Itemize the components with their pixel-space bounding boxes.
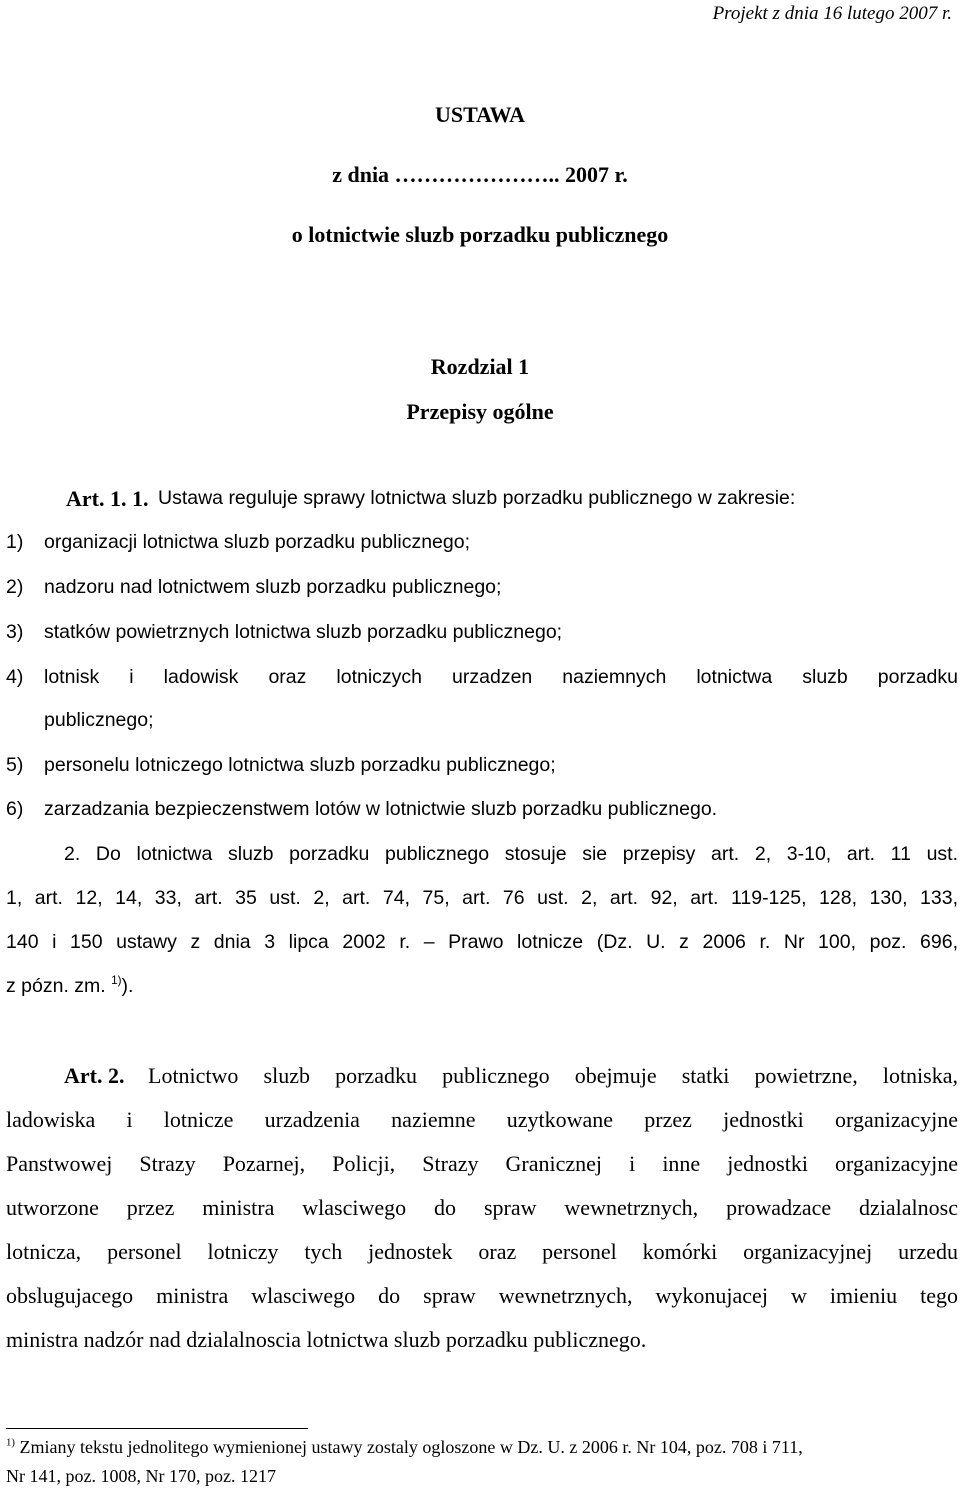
list-item-text: personelu lotniczego lotnictwa sluzb porzadku publicznego; xyxy=(44,754,556,776)
art2-last-line: ministra nadzór nad dzialalnoscia lotnictwa sluzb porzadku publicznego. xyxy=(6,1327,647,1352)
art1-intro: Ustawa reguluje sprawy lotnictwa sluzb porzadku publicznego w zakresie: xyxy=(158,487,796,509)
list-item-text: lotnisk i ladowisk oraz lotniczych urzadzen naziemnych lotnictwa sluzb porzadku xyxy=(44,666,958,688)
list-item-number: 6) xyxy=(6,798,24,820)
chapter-name: Przepisy ogólne xyxy=(406,399,554,424)
list-item-text: organizacji lotnictwa sluzb porzadku publicznego; xyxy=(44,531,470,553)
art1-para2-line: 140 i 150 ustawy z dnia 3 lipca 2002 r. – Prawo lotnicze (Dz. U. z 2006 r. Nr 100, poz. 696, xyxy=(6,931,958,953)
footnote-line-1 xyxy=(6,1437,803,1458)
footnote-text: Zmiany tekstu jednolitego wymienionej ustawy zostaly ogloszone w Dz. U. z 2006 r. Nr 104, poz. 708 i 711, xyxy=(19,1437,803,1457)
list-item-number: 2) xyxy=(6,576,24,598)
list-item-continuation: publicznego; xyxy=(44,709,154,731)
list-item-number: 5) xyxy=(6,754,24,776)
art1-heading: Art. 1. 1. xyxy=(66,486,149,511)
art2-line: lotnicza, personel lotniczy tych jednostek oraz personel komórki organizacyjnej urzedu xyxy=(6,1239,958,1264)
list-item-number: 1) xyxy=(6,531,24,553)
art2-line: utworzone przez ministra wlasciwego do spraw wewnetrznych, prowadzace dzialalnosc xyxy=(6,1195,958,1220)
footnote-separator xyxy=(6,1428,308,1429)
art2-line: Panstwowej Strazy Pozarnej, Policji, Strazy Granicznej i inne jednostki organizacyjne xyxy=(6,1151,958,1176)
list-item-number: 4) xyxy=(6,666,24,688)
art1-para2-line: 2. Do lotnictwa sluzb porzadku publicznego stosuje sie przepisy art. 2, 3-10, art. 11 ust. xyxy=(64,843,958,865)
act-title: USTAWA xyxy=(434,102,526,127)
chapter-number: Rozdzial 1 xyxy=(430,354,530,379)
list-item-text: statków powietrznych lotnictwa sluzb porzadku publicznego; xyxy=(44,621,563,643)
list-item-number: 3) xyxy=(6,621,24,643)
act-date: z dnia ………………….. 2007 r. xyxy=(332,162,628,187)
art2-heading: Art. 2. xyxy=(64,1063,125,1088)
project-note: Projekt z dnia 16 lutego 2007 r. xyxy=(712,3,952,24)
art1-para2-line: 1, art. 12, 14, 33, art. 35 ust. 2, art. 74, 75, art. 76 ust. 2, art. 92, art. 119-125, 128, 130, 133, xyxy=(6,887,958,909)
art1-para2-end: ). xyxy=(121,975,134,997)
art2-line: obslugujacego ministra wlasciwego do spraw wewnetrznych, wykonujacej w imieniu tego xyxy=(6,1283,958,1308)
list-item-text: zarzadzania bezpieczenstwem lotów w lotnictwie sluzb porzadku publicznego. xyxy=(44,798,718,820)
list-item-text: nadzoru nad lotnictwem sluzb porzadku publicznego; xyxy=(44,576,502,598)
art1-para2-last-line xyxy=(6,975,133,998)
act-subject: o lotnictwie sluzb porzadku publicznego xyxy=(291,222,669,247)
footnote-line-2: Nr 141, poz. 1008, Nr 170, poz. 1217 xyxy=(6,1466,276,1486)
art1-para2-last-text: z pózn. zm. xyxy=(6,975,106,997)
footnote-marker: 1) xyxy=(6,1436,15,1449)
art2-line: Lotnictwo sluzb porzadku publicznego obejmuje statki powietrzne, lotniska, xyxy=(148,1063,958,1088)
footnote-reference: 1) xyxy=(111,973,122,987)
art2-line: ladowiska i lotnicze urzadzenia naziemne uzytkowane przez jednostki organizacyjne xyxy=(6,1107,958,1132)
